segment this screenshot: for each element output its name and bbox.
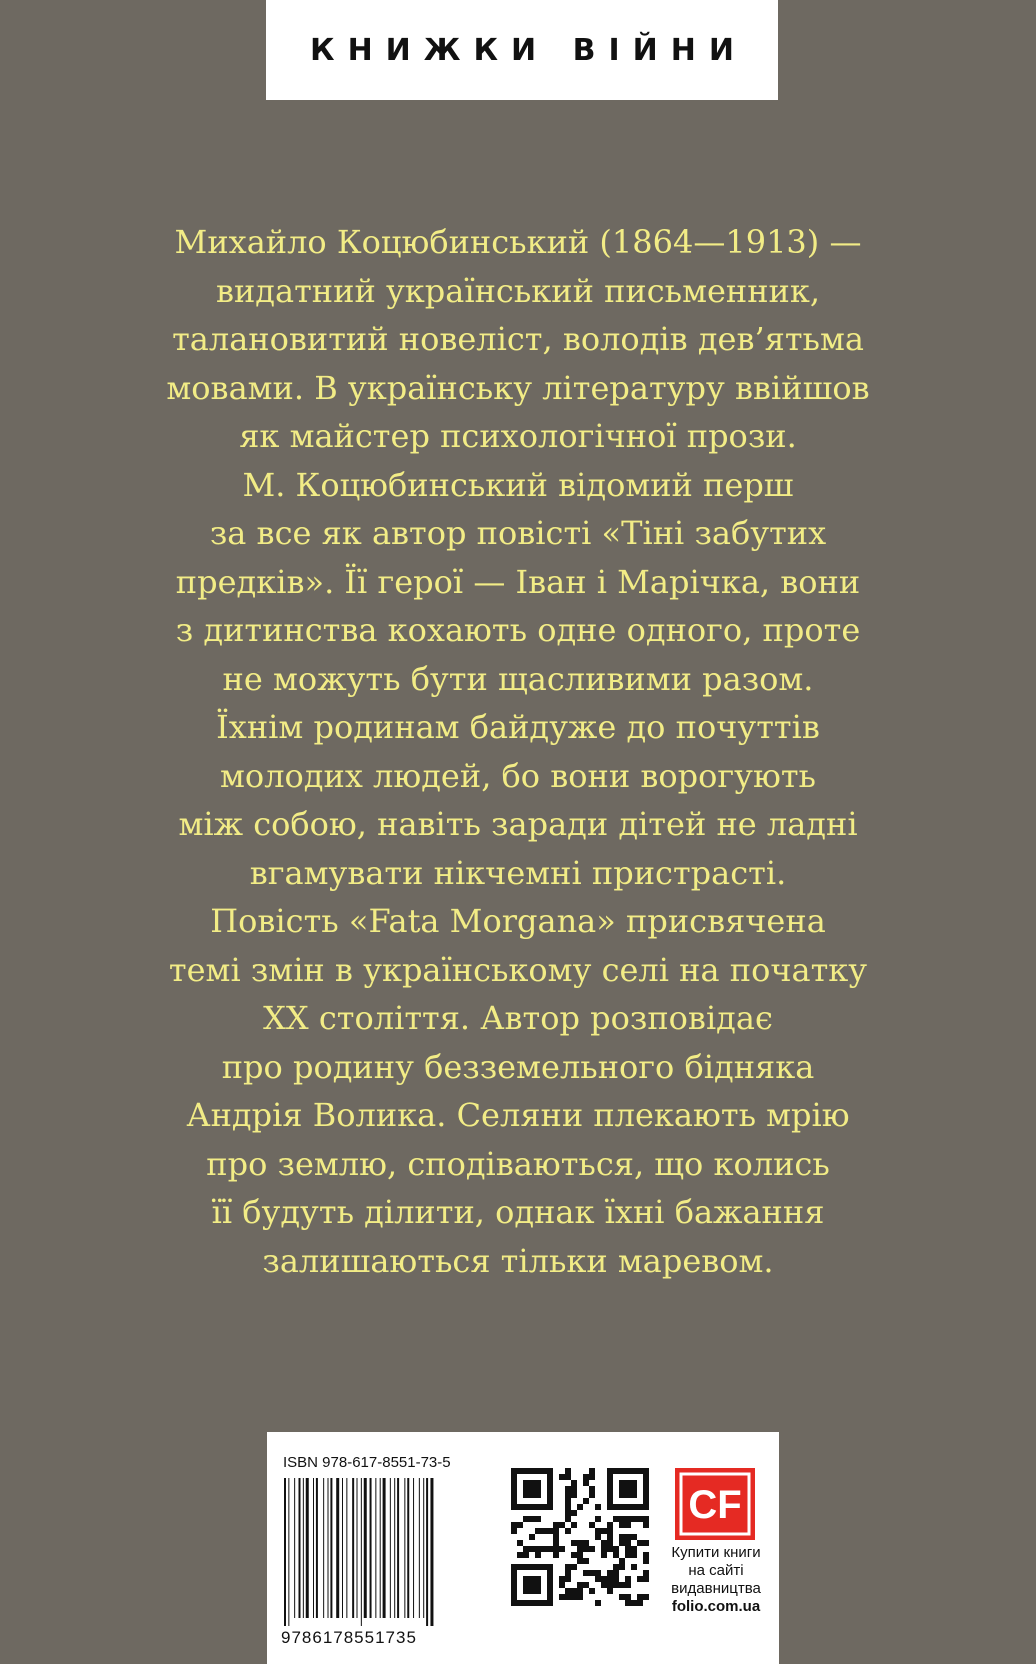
qr-module [625,1576,631,1582]
qr-module [613,1582,619,1588]
qr-module [595,1528,601,1534]
qr-module [511,1528,517,1534]
barcode-bar [370,1478,372,1618]
qr-module [523,1576,541,1594]
series-title: КНИЖКИ ВІЙНИ [310,32,747,68]
qr-module [553,1546,559,1552]
barcode-bar [380,1478,381,1618]
qr-module [613,1516,619,1522]
qr-module [529,1516,535,1522]
qr-module [565,1564,571,1570]
qr-module [541,1546,547,1552]
qr-module [565,1504,571,1510]
description-line: Їхнім родинам байдуже до почуттів [216,708,820,746]
qr-module [619,1558,625,1564]
qr-module [577,1588,583,1594]
qr-module [571,1552,577,1558]
qr-module [571,1480,577,1486]
qr-module [523,1480,541,1498]
qr-module [529,1546,535,1552]
qr-module [583,1582,589,1588]
qr-module [619,1564,625,1570]
qr-module [571,1588,577,1594]
qr-module [541,1528,547,1534]
barcode-panel [267,1432,779,1664]
qr-module [619,1540,625,1546]
qr-module [559,1594,565,1600]
barcode-bar [383,1478,386,1618]
qr-module [589,1546,595,1552]
qr-module [595,1504,601,1510]
barcode-bar [313,1478,314,1618]
qr-module [595,1576,601,1582]
qr-module [553,1528,559,1534]
barcode-bar [357,1478,358,1618]
qr-module [529,1534,535,1540]
qr-module [631,1564,637,1570]
qr-module [571,1486,577,1492]
qr-module [613,1570,619,1576]
barcode-bar [299,1478,301,1618]
shop-link-text[interactable] [660,1544,772,1616]
qr-module [643,1552,649,1558]
barcode-bar [423,1478,424,1618]
qr-module [613,1576,619,1582]
qr-module [607,1576,613,1582]
qr-module [565,1588,571,1594]
qr-module [601,1540,607,1546]
qr-module [565,1528,571,1534]
qr-module [535,1528,541,1534]
description-line: за все як автор повісті «Тіні забутих [209,514,827,552]
qr-module [595,1570,601,1576]
qr-module [619,1534,625,1540]
barcode-bar [407,1478,409,1618]
barcode-bar [352,1478,354,1618]
description-line: про родину безземельного бідняка [221,1047,815,1086]
qr-module [511,1522,517,1528]
barcode-bar [430,1478,433,1626]
qr-module [535,1516,541,1522]
qr-module [565,1570,571,1576]
barcode-bar [419,1478,420,1618]
qr-module [589,1522,595,1528]
qr-module [553,1522,559,1528]
qr-module [553,1534,559,1540]
qr-module [607,1534,613,1540]
qr-module [589,1468,595,1474]
qr-module [607,1540,613,1546]
qr-module [535,1546,541,1552]
qr-module [553,1552,559,1558]
description-line: не можуть бути щасливими разом. [222,659,814,698]
qr-module [589,1492,595,1498]
barcode-bar [390,1478,391,1618]
qr-module [577,1558,583,1564]
qr-module [565,1492,571,1498]
qr-module [631,1516,637,1522]
qr-module [565,1498,571,1504]
barcode-bar [375,1478,376,1618]
qr-module [577,1552,583,1558]
barcode-bar [323,1478,324,1618]
qr-module [637,1594,643,1600]
description-line: предків». Її герої — Іван і Марічка, вони [175,562,861,601]
barcode-bar [294,1478,295,1618]
qr-module [523,1552,529,1558]
description-line: вгамувати нікчемні пристрасті. [249,853,787,892]
qr-module [565,1516,571,1522]
qr-module [613,1564,619,1570]
barcode-bar [361,1478,362,1626]
qr-module [583,1570,589,1576]
barcode-bar [303,1478,304,1618]
description-line: М. Коцюбинський відомий перш [242,465,794,504]
qr-module [595,1516,601,1522]
qr-module [625,1582,631,1588]
qr-module [571,1564,577,1570]
qr-module [601,1552,607,1558]
qr-module [577,1546,583,1552]
qr-module [643,1540,649,1546]
description-line: Михайло Коцюбинський (1864—1913) — [174,223,862,261]
qr-module [565,1468,571,1474]
qr-module [619,1480,637,1498]
qr-module [625,1600,631,1606]
qr-module [565,1486,571,1492]
qr-module [631,1552,637,1558]
qr-module [559,1582,565,1588]
qr-module [535,1552,541,1558]
qr-module [547,1546,553,1552]
qr-module [565,1594,571,1600]
description-line: залишаються тільки маревом. [262,1241,774,1280]
qr-module [577,1540,583,1546]
description-line: як майстер психологічної прози. [239,417,797,455]
qr-module [643,1594,649,1600]
barcode-bar [404,1478,405,1618]
qr-module [637,1576,643,1582]
qr-module [625,1534,631,1540]
description-line: її будуть ділити, однак їхні бажання [211,1193,825,1231]
qr-module [607,1570,613,1576]
description-line: ХХ століття. Автор розповідає [263,999,773,1037]
description-line: про землю, сподіваються, що колись [206,1144,830,1183]
qr-module [583,1558,589,1564]
publisher-logo-text: CF [688,1483,742,1527]
qr-module [643,1522,649,1528]
barcode-bar [288,1478,289,1626]
qr-module [631,1546,637,1552]
qr-module [643,1558,649,1564]
barcode-bar [426,1478,428,1626]
description-line: між собою, навіть заради дітей не ладні [178,805,858,843]
shop-site-link[interactable]: folio.com.ua [671,1598,761,1615]
shop-line: Купити книги [671,1544,761,1561]
qr-module [523,1516,529,1522]
barcode-icon [284,1478,470,1626]
description-line: Андрія Волика. Селяни плекають мрію [186,1096,850,1134]
qr-module [577,1594,583,1600]
qr-module [619,1516,625,1522]
qr-module [643,1576,649,1582]
qr-module [571,1492,577,1498]
qr-module [625,1540,631,1546]
barcode-bar [413,1478,414,1618]
qr-module [607,1588,613,1594]
qr-module [613,1552,619,1558]
qr-module [619,1582,625,1588]
barcode-bar [364,1478,367,1618]
qr-module [595,1534,601,1540]
description-line: з дитинства кохають одне одного, проте [175,611,861,649]
qr-module [589,1588,595,1594]
barcode-bar [284,1478,286,1626]
barcode-bar [306,1478,309,1618]
isbn-label: ISBN 978-617-8551-73-5 [283,1454,451,1471]
description-line: темі змін в українському селі на початку [168,950,868,989]
qr-module [601,1528,607,1534]
qr-module [625,1546,631,1552]
shop-line: на сайті [688,1562,744,1579]
series-banner [266,0,778,100]
qr-module [553,1540,559,1546]
qr-module [607,1582,613,1588]
qr-module [583,1480,589,1486]
qr-module [571,1510,577,1516]
barcode-bar [342,1478,343,1618]
qr-module [565,1576,571,1582]
qr-module [637,1516,643,1522]
description-line: видатний український письменник, [215,271,821,310]
barcode-bar [397,1478,399,1618]
qr-module [589,1486,595,1492]
qr-module [559,1522,565,1528]
barcode-bar [394,1478,395,1618]
description-line: талановитий новеліст, володів дев’ятьма [172,320,864,358]
qr-module [625,1522,631,1528]
qr-module [601,1546,607,1552]
qr-module [583,1498,589,1504]
qr-module [559,1576,565,1582]
qr-module [565,1474,571,1480]
qr-module [601,1576,607,1582]
qr-module [559,1474,565,1480]
qr-module [595,1600,601,1606]
qr-module [565,1510,571,1516]
shop-line: видавництва [671,1580,761,1597]
qr-module [517,1522,523,1528]
qr-module [577,1582,583,1588]
qr-module [625,1516,631,1522]
qr-module [613,1546,619,1552]
qr-module [589,1474,595,1480]
qr-module [571,1540,577,1546]
qr-module [619,1594,625,1600]
qr-module [619,1522,625,1528]
qr-code-icon[interactable] [511,1468,649,1606]
qr-module [583,1474,589,1480]
qr-module [607,1546,613,1552]
publisher-logo-icon [675,1468,755,1540]
qr-module [643,1516,649,1522]
barcode-bar [330,1478,332,1618]
book-description [120,218,916,1285]
barcode-bar [328,1478,329,1618]
qr-module [571,1522,577,1528]
qr-module [607,1522,613,1528]
qr-module [523,1546,529,1552]
qr-module [517,1540,523,1546]
qr-module [577,1504,583,1510]
qr-module [607,1528,613,1534]
barcode-digits: 9786178551735 [281,1628,417,1647]
qr-module [643,1570,649,1576]
qr-module [517,1552,523,1558]
qr-module [589,1570,595,1576]
qr-module [583,1540,589,1546]
qr-module [601,1582,607,1588]
qr-module [625,1552,631,1558]
qr-module [559,1546,565,1552]
qr-module [625,1594,631,1600]
qr-module [583,1546,589,1552]
barcode-bar [316,1478,318,1618]
qr-module [631,1534,637,1540]
qr-module [631,1600,637,1606]
qr-module [547,1528,553,1534]
qr-module [637,1600,643,1606]
description-line: мовами. В українську літературу ввійшов [166,368,870,407]
description-line: Повість «Fata Morgana» присвячена [210,902,826,940]
barcode-bar [336,1478,339,1618]
barcode-bar [346,1478,347,1618]
description-line: молодих людей, бо вони ворогують [220,756,816,795]
qr-module [637,1540,643,1546]
qr-module [571,1594,577,1600]
